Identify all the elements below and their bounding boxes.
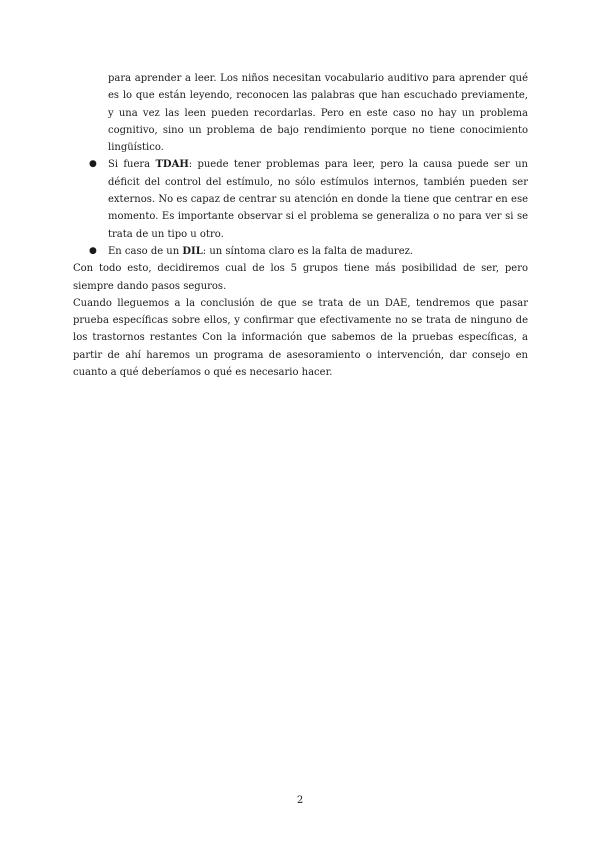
document-body [73,70,528,381]
bullet-prefix: En caso de un [108,245,183,257]
continued-bullet-text: para aprender a leer. Los niños necesitan vocabulario auditivo para aprender qué es lo que están leyendo, reconocen las palabras que han escuchado previamente, y una vez las leen pueden recordarlas. Pero en este caso no hay un problema cognitivo, sino un problema de bajo rendimiento porque no tiene conocimiento lingüístico. [108,73,528,154]
bullet-item-dil [73,243,528,260]
bullet-item-tdah [73,156,528,242]
paragraph: Con todo esto, decidiremos cual de los 5 grupos tiene más posibilidad de ser, pero siempre dando pasos seguros. [73,263,528,292]
bullet-term: TDAH [155,159,189,171]
bullet-dot-icon: ● [89,245,97,256]
bullet-term: DIL [182,245,203,257]
bullet-text: : puede tener problemas para leer, pero la causa puede ser un déficit del control del estímulo, no sólo estímulos internos, también pueden ser externos. No es capaz de centrar su atención en donde la tiene que centrar en ese momento. Es importante observar si el problema se generaliza o no para ver si se trata de un tipo u otro. [108,159,529,240]
bullet-dot-icon: ● [89,159,97,170]
bullet-prefix: Si fuera [108,159,156,171]
page-number: 2 [296,795,304,806]
bullet-list [73,156,528,260]
paragraph: Cuando lleguemos a la conclusión de que se trata de un DAE, tendremos que pasar prueba específicas sobre ellos, y confirmar que efectivamente no se trata de ninguno de los trastornos restantes Con la información que sabemos de la pruebas específicas, a partir de ahí haremos un programa de asesoramiento o intervención, dar consejo en cuanto a qué deberíamos o qué es necesario hacer. [73,297,528,379]
bullet-text: : un síntoma claro es la falta de madurez. [202,245,414,257]
